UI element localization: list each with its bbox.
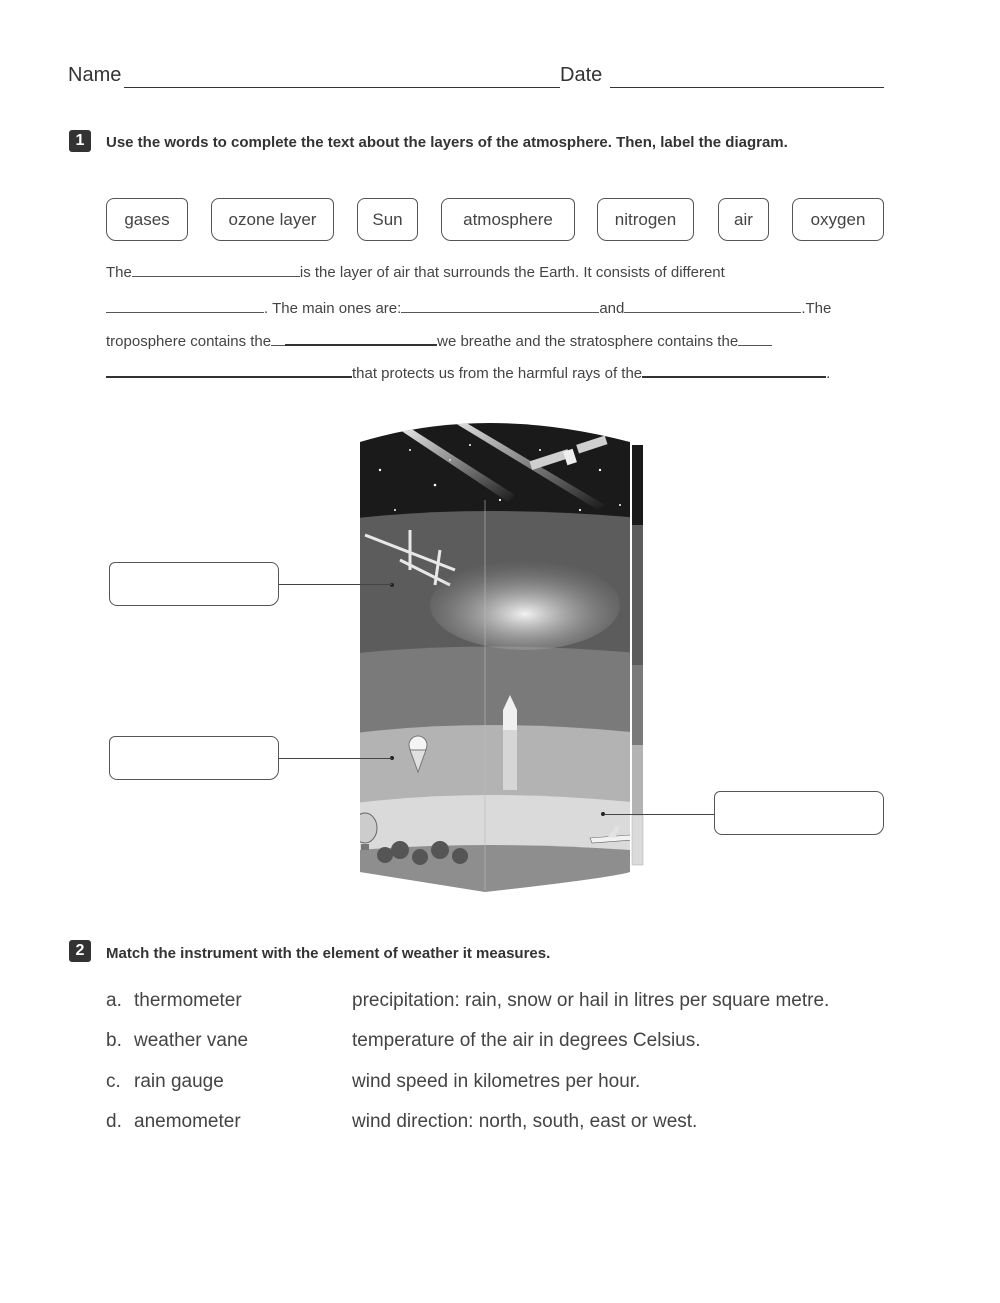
scale-bar-troposphere	[632, 815, 643, 865]
exercise-2-instruction: Match the instrument with the element of weather it measures.	[106, 945, 551, 962]
diagram-label-box-1[interactable]	[109, 562, 279, 606]
instrument-letter: a.	[106, 990, 122, 1011]
aurora-icon	[430, 560, 620, 650]
word-atmosphere[interactable]: atmosphere	[441, 198, 575, 241]
blank-1[interactable]	[132, 262, 300, 277]
word-sun[interactable]: Sun	[357, 198, 418, 241]
name-label: Name	[68, 64, 122, 86]
cloze-text: and	[599, 300, 625, 317]
instrument-item[interactable]: thermometer	[134, 990, 242, 1011]
name-field[interactable]	[124, 87, 560, 88]
cloze-line-1	[106, 262, 725, 281]
word-oxygen[interactable]: oxygen	[792, 198, 884, 241]
cloze-text: The	[106, 264, 132, 281]
scale-bar-stratosphere	[632, 745, 643, 815]
blank-5[interactable]	[285, 330, 437, 346]
connector-line-2	[279, 758, 392, 759]
element-item[interactable]: wind direction: north, south, east or west.	[352, 1111, 698, 1132]
exercise-2-number: 2	[69, 940, 91, 962]
scale-bar-mesosphere	[632, 665, 643, 745]
cloze-text: that protects us from the harmful rays of the	[352, 365, 643, 382]
diagram-label-box-2[interactable]	[109, 736, 279, 780]
date-field[interactable]	[610, 87, 884, 88]
instrument-item[interactable]: rain gauge	[134, 1071, 224, 1092]
atmosphere-diagram	[340, 410, 660, 900]
instrument-item[interactable]: weather vane	[134, 1030, 249, 1051]
blank-3[interactable]	[401, 298, 599, 313]
word-nitrogen[interactable]: nitrogen	[597, 198, 694, 241]
element-item[interactable]: precipitation: rain, snow or hail in litres per square metre.	[352, 990, 830, 1011]
scale-bar-exosphere	[632, 445, 643, 525]
exercise-1-number: 1	[69, 130, 91, 152]
blank-7[interactable]	[642, 362, 826, 378]
diagram-label-box-3[interactable]	[714, 791, 884, 835]
scale-bar-thermosphere	[632, 525, 643, 665]
exercise-1-instruction: Use the words to complete the text about the layers of the atmosphere. Then, label the diagram.	[106, 134, 788, 151]
cloze-text: troposphere contains the	[106, 333, 272, 350]
blank-6[interactable]	[106, 362, 352, 378]
instrument-letter: b.	[106, 1030, 122, 1051]
date-label: Date	[560, 64, 603, 86]
element-item[interactable]: temperature of the air in degrees Celsius.	[352, 1030, 701, 1051]
word-ozone-layer[interactable]: ozone layer	[211, 198, 334, 241]
instrument-letter: d.	[106, 1111, 122, 1132]
cloze-line-4	[106, 362, 830, 382]
shuttle-icon	[503, 695, 517, 790]
connector-line-3	[604, 814, 714, 815]
cloze-line-3	[106, 330, 772, 350]
cloze-line-2	[106, 298, 831, 317]
element-item[interactable]: wind speed in kilometres per hour.	[352, 1071, 641, 1092]
blank-6a[interactable]	[738, 331, 772, 346]
blank-5a	[271, 331, 285, 346]
word-air[interactable]: air	[718, 198, 769, 241]
instrument-letter: c.	[106, 1071, 121, 1092]
connector-line-1	[279, 584, 392, 585]
blank-4[interactable]	[624, 298, 801, 313]
cloze-text: . The main ones are:	[264, 300, 402, 317]
cloze-text: is the layer of air that surrounds the Earth. It consists of different	[299, 264, 725, 281]
cloze-text: .The	[801, 300, 832, 317]
instrument-item[interactable]: anemometer	[134, 1111, 241, 1132]
word-gases[interactable]: gases	[106, 198, 188, 241]
cloze-text: we breathe and the stratosphere contains the	[437, 333, 739, 350]
blank-2[interactable]	[106, 298, 264, 313]
cloze-text: .	[826, 365, 831, 382]
